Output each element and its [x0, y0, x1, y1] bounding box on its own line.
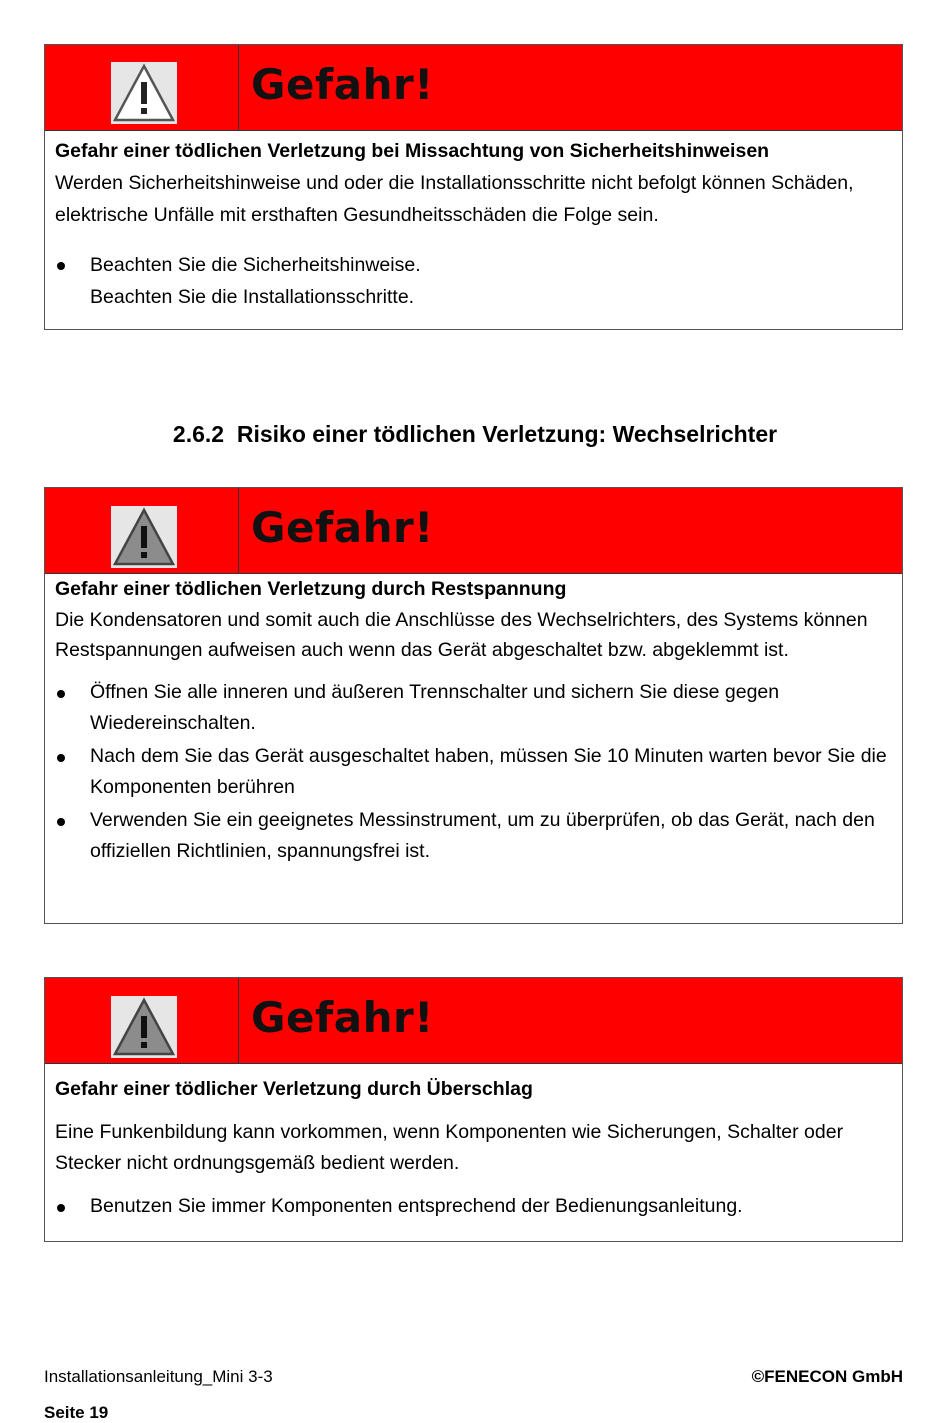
- danger-bullet-list: [55, 249, 892, 313]
- bullet-icon: [57, 818, 65, 826]
- warning-triangle-icon: [111, 506, 177, 568]
- footer-document-name: Installationsanleitung_Mini 3-3: [44, 1367, 273, 1386]
- section-title: Risiko einer tödlichen Verletzung: Wechselrichter: [236, 421, 778, 447]
- danger-box-3: [44, 977, 903, 1242]
- danger-heading: Gefahr!: [251, 60, 434, 109]
- danger-heading: Gefahr!: [251, 503, 434, 552]
- icon-cell: [45, 978, 239, 1063]
- list-item-text: Benutzen Sie immer Komponenten entsprechend der Bedienungsanleitung.: [90, 1195, 743, 1217]
- danger-box-2: [44, 487, 903, 924]
- danger-box-body: [45, 1064, 902, 1222]
- list-item: [55, 249, 892, 313]
- footer-page-number: Seite 19: [44, 1403, 109, 1422]
- list-item: [55, 741, 892, 803]
- list-item-line: Beachten Sie die Sicherheitshinweise.: [90, 254, 421, 276]
- section-number: 2.6.2: [172, 421, 225, 447]
- danger-paragraph: Eine Funkenbildung kann vorkommen, wenn Komponenten wie Sicherungen, Schalter oder Stecker nicht ordnungsgemäß bedient werden.: [55, 1121, 844, 1174]
- danger-subtitle: Gefahr einer tödlicher Verletzung durch Überschlag: [55, 1078, 533, 1100]
- danger-box-header: [45, 978, 902, 1064]
- list-item-text: Verwenden Sie ein geeignetes Messinstrument, um zu überprüfen, ob das Gerät, nach den offiziellen Richtlinien, spannungsfrei ist.: [90, 809, 875, 862]
- danger-bullet-list: [55, 677, 892, 867]
- danger-subtitle: Gefahr einer tödlichen Verletzung durch Restspannung: [55, 578, 567, 600]
- danger-box-body: [45, 574, 902, 867]
- warning-triangle-icon: [111, 62, 177, 124]
- danger-heading: Gefahr!: [251, 993, 434, 1042]
- bullet-icon: [57, 754, 65, 762]
- list-item: [55, 1191, 892, 1222]
- danger-subtitle: Gefahr einer tödlichen Verletzung bei Missachtung von Sicherheitshinweisen: [55, 140, 770, 162]
- list-item: [55, 677, 892, 739]
- footer-copyright: ©FENECON GmbH: [751, 1367, 903, 1386]
- section-heading: [0, 418, 950, 450]
- danger-box-header: [45, 45, 902, 131]
- danger-paragraph: Werden Sicherheitshinweise und oder die Installationsschritte nicht befolgt können Schäden, elektrische Unfälle mit ersthaften Gesundheitsschäden die Folge sein.: [55, 172, 854, 226]
- danger-box-body: [45, 131, 902, 313]
- bullet-icon: [57, 262, 65, 270]
- list-item-text: Öffnen Sie alle inneren und äußeren Trennschalter und sichern Sie diese gegen Wiedereinschalten.: [90, 681, 780, 734]
- icon-cell: [45, 45, 239, 130]
- list-item: [55, 805, 892, 867]
- icon-cell: [45, 488, 239, 573]
- warning-triangle-icon: [111, 996, 177, 1058]
- danger-bullet-list: [55, 1191, 892, 1222]
- bullet-icon: [57, 1204, 65, 1212]
- list-item-line: Beachten Sie die Installationsschritte.: [90, 286, 415, 308]
- list-item-text: Nach dem Sie das Gerät ausgeschaltet haben, müssen Sie 10 Minuten warten bevor Sie die Komponenten berühren: [90, 745, 887, 798]
- bullet-icon: [57, 690, 65, 698]
- danger-box-header: [45, 488, 902, 574]
- danger-box-1: [44, 44, 903, 330]
- danger-paragraph: Die Kondensatoren und somit auch die Anschlüsse des Wechselrichters, des Systems können Restspannungen aufweisen auch wenn das Gerät abgeschaltet bzw. abgeklemmt ist.: [55, 609, 868, 661]
